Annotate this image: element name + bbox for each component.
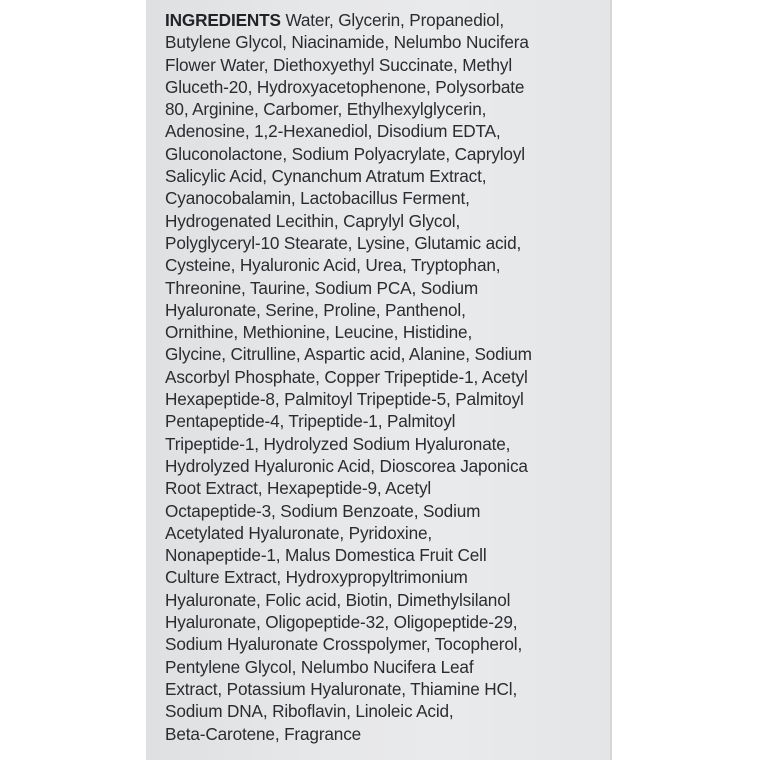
ingredients-line: Sodium DNA, Riboflavin, Linoleic Acid, — [165, 701, 454, 722]
ingredients-line: Gluceth-20, Hydroxyacetophenone, Polysorbate — [165, 76, 525, 97]
ingredients-line: Nonapeptide-1, Malus Domestica Fruit Cell — [165, 545, 487, 566]
ingredients-line: Cyanocobalamin, Lactobacillus Ferment, — [165, 188, 470, 209]
ingredients-line: Polyglyceryl-10 Stearate, Lysine, Glutamic acid, — [165, 232, 522, 253]
ingredients-line-text: Water, Glycerin, Propanediol, — [280, 10, 504, 30]
ingredients-line: Glycine, Citrulline, Aspartic acid, Alanine, Sodium — [165, 344, 532, 365]
ingredients-line: Cysteine, Hyaluronic Acid, Urea, Tryptophan, — [165, 255, 501, 276]
ingredients-line: Hexapeptide-8, Palmitoyl Tripeptide-5, Palmitoyl — [165, 389, 524, 410]
ingredients-line: Hydrogenated Lecithin, Caprylyl Glycol, — [165, 210, 461, 231]
ingredients-line: Hydrolyzed Hyaluronic Acid, Dioscorea Japonica — [165, 455, 528, 476]
ingredients-line: Hyaluronate, Serine, Proline, Panthenol, — [165, 299, 466, 320]
ingredients-line: Ascorbyl Phosphate, Copper Tripeptide-1, Acetyl — [165, 366, 528, 387]
ingredients-line: Threonine, Taurine, Sodium PCA, Sodium — [165, 277, 479, 298]
ingredients-line: Butylene Glycol, Niacinamide, Nelumbo Nucifera — [165, 32, 529, 53]
ingredients-line: Flower Water, Diethoxyethyl Succinate, Methyl — [165, 54, 513, 75]
ingredients-line: Root Extract, Hexapeptide-9, Acetyl — [165, 478, 432, 499]
ingredients-heading: INGREDIENTS — [165, 10, 281, 30]
ingredients-line: Pentylene Glycol, Nelumbo Nucifera Leaf — [165, 656, 474, 677]
ingredients-line: Tripeptide-1, Hydrolyzed Sodium Hyaluronate, — [165, 433, 511, 454]
ingredients-line: Hyaluronate, Folic acid, Biotin, Dimethylsilanol — [165, 589, 511, 610]
ingredients-line: Adenosine, 1,2-Hexanediol, Disodium EDTA, — [165, 121, 501, 142]
ingredients-line: Acetylated Hyaluronate, Pyridoxine, — [165, 522, 433, 543]
ingredients-line: 80, Arginine, Carbomer, Ethylhexylglycerin, — [165, 99, 487, 120]
ingredients-line: Extract, Potassium Hyaluronate, Thiamine HCl, — [165, 678, 518, 699]
ingredients-line: Octapeptide-3, Sodium Benzoate, Sodium — [165, 500, 481, 521]
ingredients-line: Culture Extract, Hydroxypropyltrimonium — [165, 567, 468, 588]
ingredients-list — [165, 9, 605, 745]
ingredients-line: Beta-Carotene, Fragrance — [165, 723, 362, 744]
ingredients-line: Ornithine, Methionine, Leucine, Histidine, — [165, 322, 473, 343]
ingredients-line: Hyaluronate, Oligopeptide-32, Oligopeptide-29, — [165, 612, 518, 633]
ingredients-line — [165, 9, 605, 31]
ingredients-line: Gluconolactone, Sodium Polyacrylate, Capryloyl — [165, 143, 525, 164]
ingredients-line: Salicylic Acid, Cynanchum Atratum Extract, — [165, 166, 487, 187]
ingredients-line: Sodium Hyaluronate Crosspolymer, Tocopherol, — [165, 634, 523, 655]
ingredients-line: Pentapeptide-4, Tripeptide-1, Palmitoyl — [165, 411, 456, 432]
